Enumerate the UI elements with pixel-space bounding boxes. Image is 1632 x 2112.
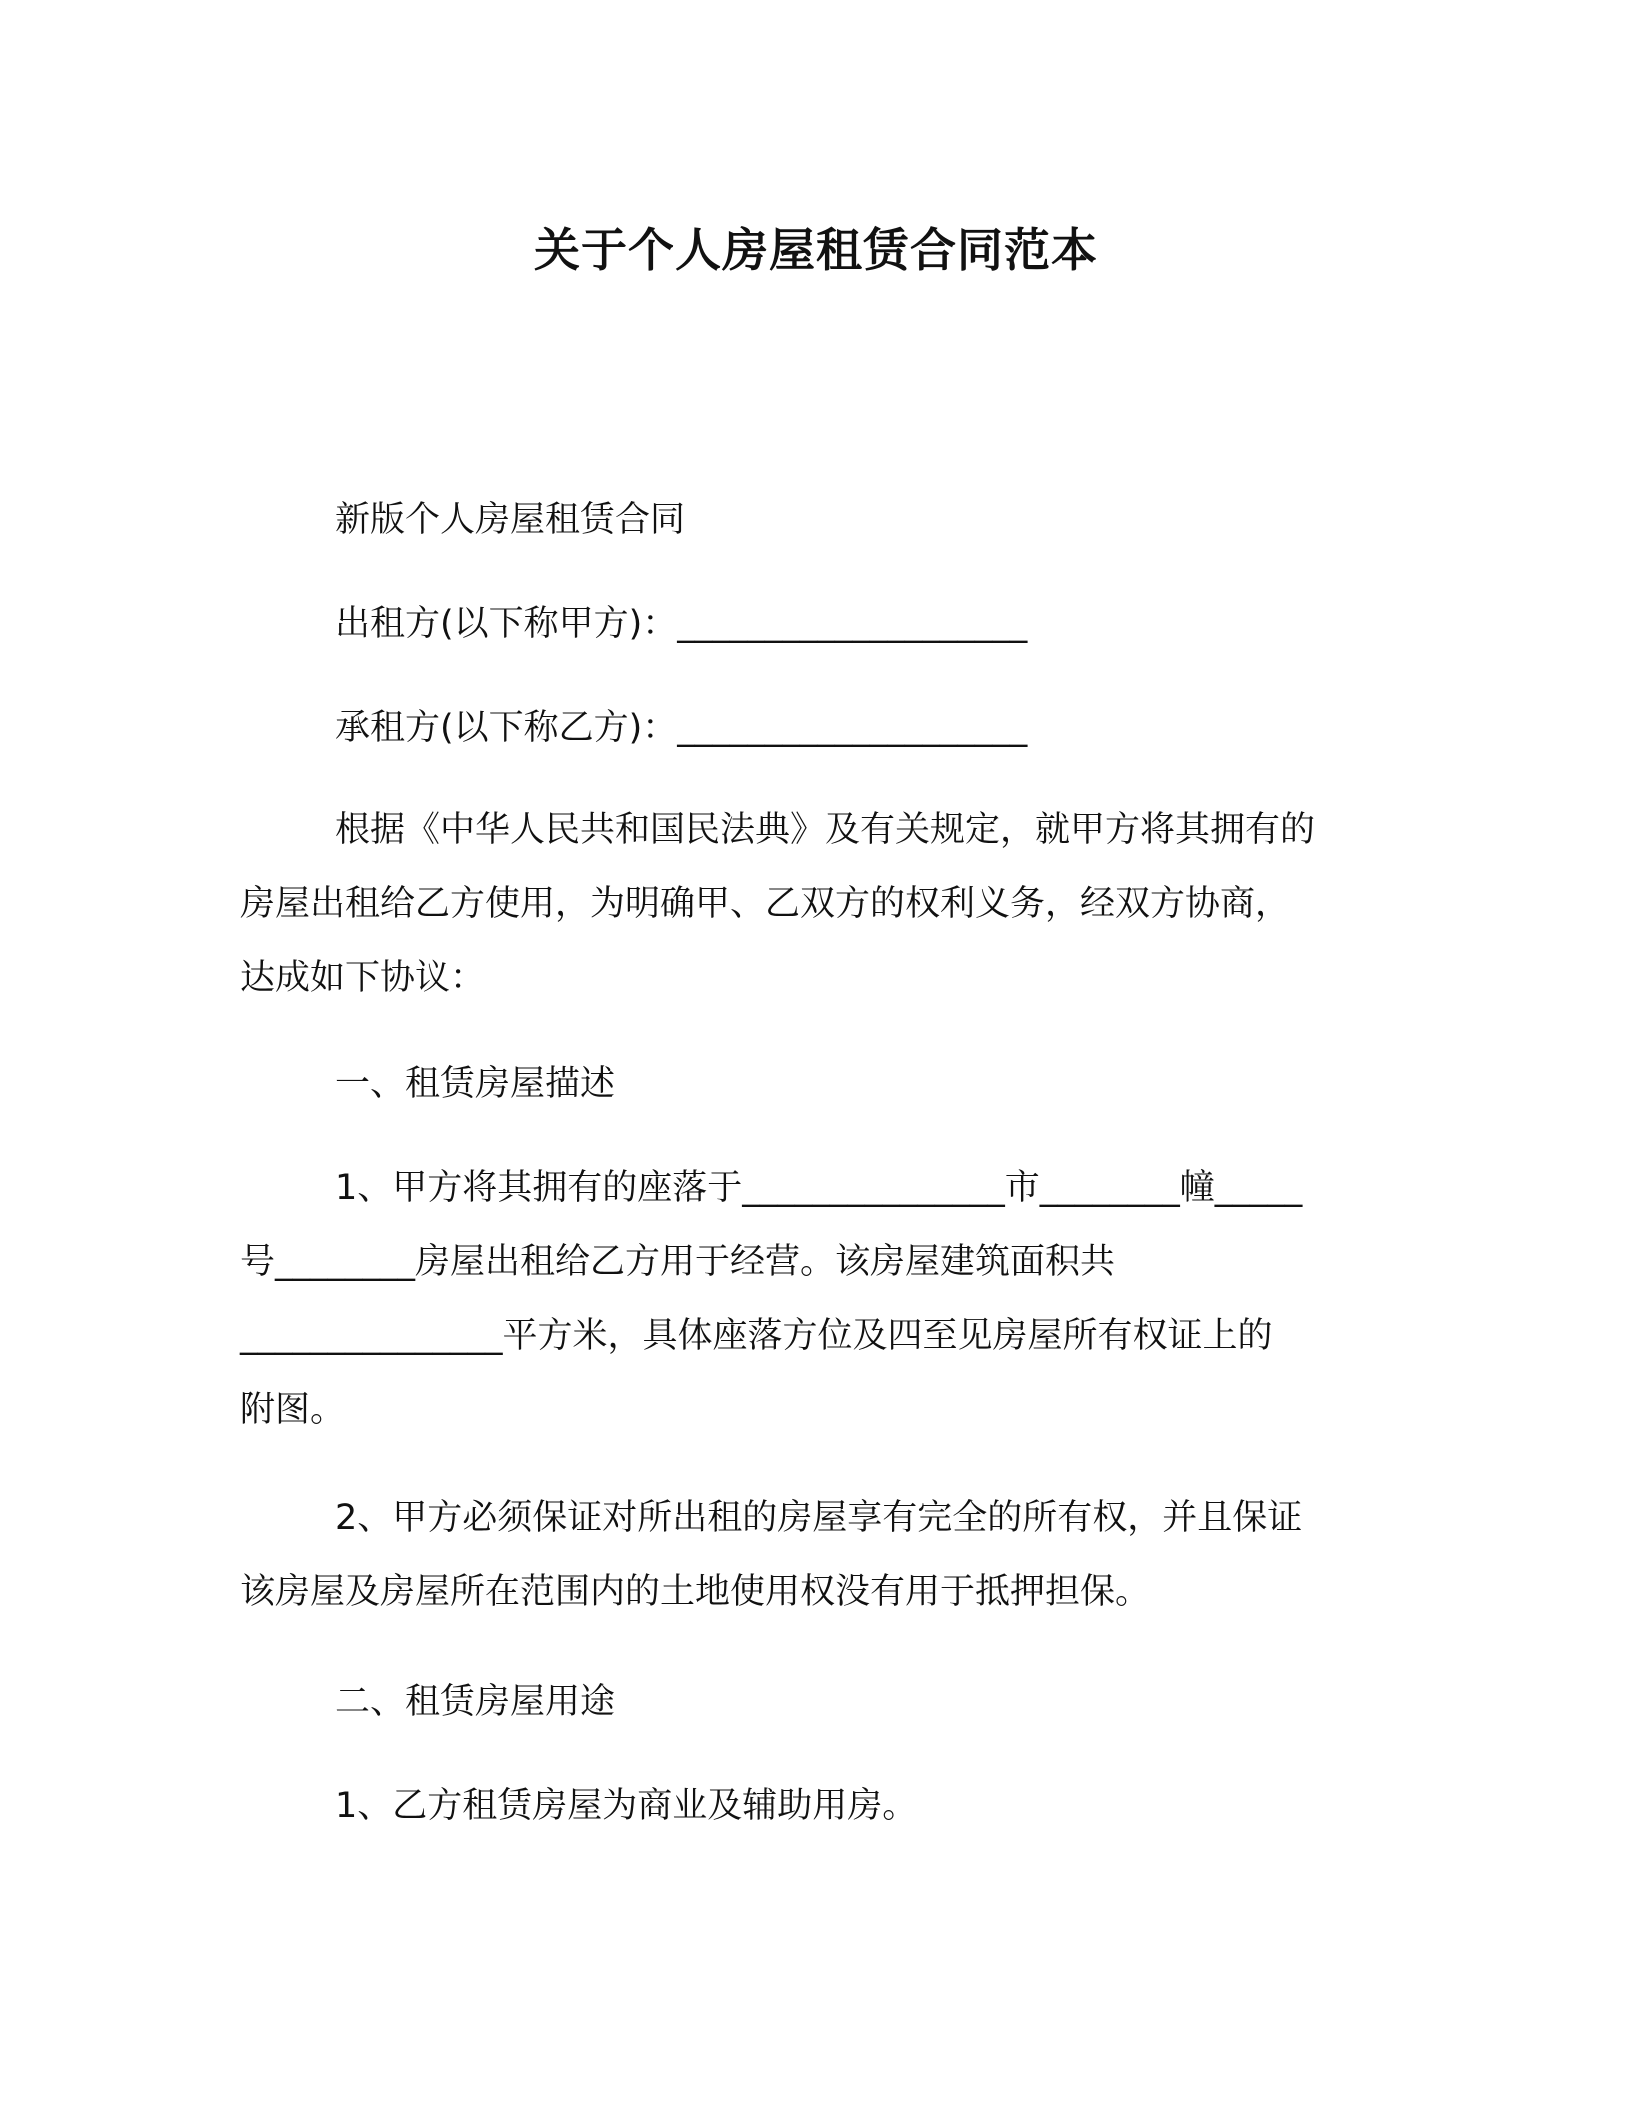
paragraph-line: 号________房屋出租给乙方用于经营。该房屋建筑面积共 — [240, 1242, 1116, 1282]
paragraph-line: 附图。 — [240, 1390, 346, 1430]
paragraph-line: 1、甲方将其拥有的座落于_______________市________幢_____ — [335, 1168, 1303, 1208]
paragraph-line: 1、乙方租赁房屋为商业及辅助用房。 — [335, 1786, 918, 1826]
lessor-line: 出租方(以下称甲方)：____________________ — [335, 604, 1028, 644]
paragraph-line: 该房屋及房屋所在范围内的土地使用权没有用于抵押担保。 — [240, 1572, 1151, 1612]
paragraph-line: 2、甲方必须保证对所出租的房屋享有完全的所有权，并且保证 — [335, 1498, 1303, 1538]
paragraph-line: 达成如下协议： — [240, 958, 486, 998]
paragraph-line: 根据《中华人民共和国民法典》及有关规定，就甲方将其拥有的 — [335, 810, 1316, 850]
document-title: 关于个人房屋租赁合同范本 — [534, 223, 1098, 277]
lessee-line: 承租方(以下称乙方)：____________________ — [335, 708, 1028, 748]
section-heading: 一、租赁房屋描述 — [335, 1064, 616, 1104]
section-heading: 二、租赁房屋用途 — [335, 1682, 616, 1722]
paragraph-line: _______________平方米，具体座落方位及四至见房屋所有权证上的 — [240, 1316, 1273, 1356]
paragraph-line: 房屋出租给乙方使用，为明确甲、乙双方的权利义务，经双方协商， — [240, 884, 1291, 924]
subtitle-line: 新版个人房屋租赁合同 — [335, 500, 686, 540]
